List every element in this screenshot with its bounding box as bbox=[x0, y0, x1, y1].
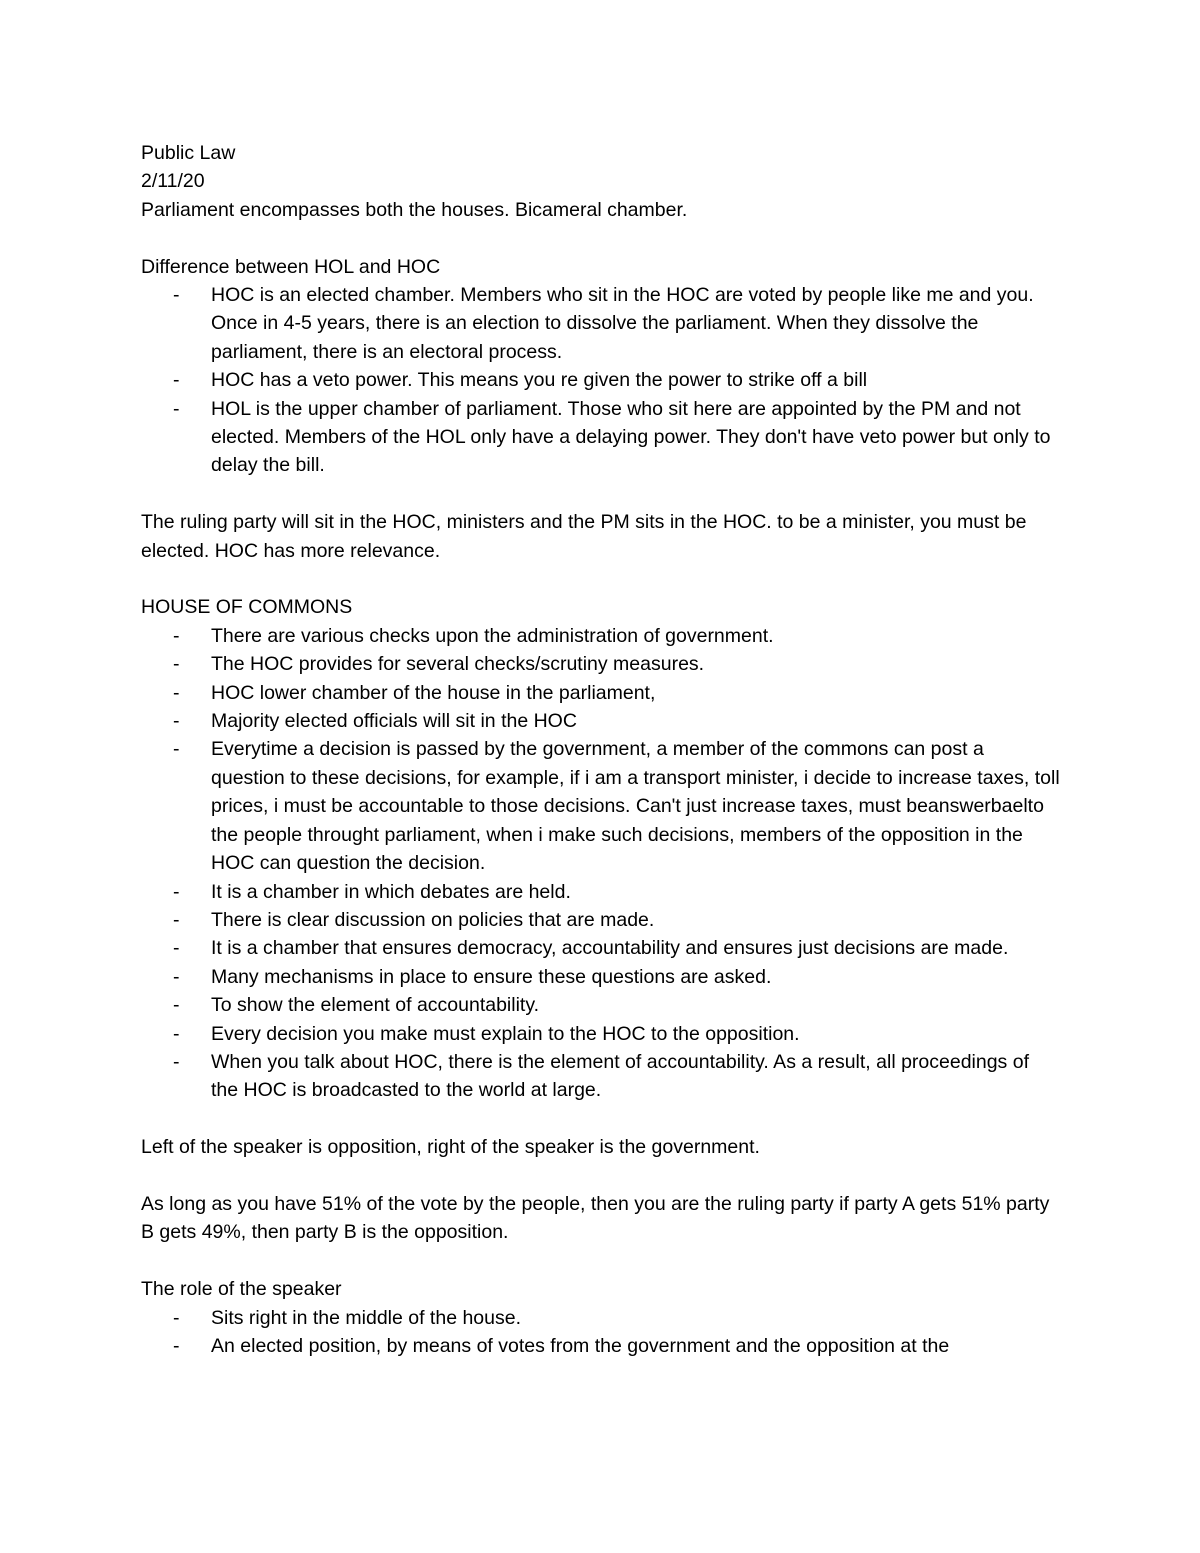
list-item-text: To show the element of accountability. bbox=[211, 994, 540, 1017]
commons-heading: HOUSE OF COMMONS bbox=[141, 596, 353, 619]
dash-bullet: - bbox=[173, 1334, 180, 1357]
list-item-text: The HOC provides for several checks/scrutiny measures. bbox=[211, 653, 705, 676]
majority-paragraph: As long as you have 51% of the vote by the people, then you are the ruling party if party A gets 51% party B gets 49%, then party B is the opposition. bbox=[141, 1192, 1055, 1244]
list-item-text: HOL is the upper chamber of parliament. Those who sit here are appointed by the PM and not elected. Members of the HOL only have a delaying power. They don't have veto power but only to delay the bill. bbox=[211, 397, 1051, 477]
dash-bullet: - bbox=[173, 965, 180, 988]
list-item-text: Every decision you make must explain to the HOC to the opposition. bbox=[211, 1022, 800, 1045]
list-item-text: Majority elected officials will sit in the HOC bbox=[211, 710, 577, 733]
spacer bbox=[141, 480, 1061, 508]
dash-bullet: - bbox=[173, 710, 180, 733]
spacer bbox=[141, 565, 1061, 593]
list-item-text: It is a chamber that ensures democracy, accountability and ensures just decisions are made. bbox=[211, 937, 1009, 960]
dash-bullet: - bbox=[173, 681, 180, 704]
list-item-text: HOC lower chamber of the house in the parliament, bbox=[211, 681, 656, 704]
list-item bbox=[141, 878, 1061, 906]
document-date: 2/11/20 bbox=[141, 170, 205, 193]
dash-bullet: - bbox=[173, 738, 180, 761]
list-item-text: When you talk about HOC, there is the element of accountability. As a result, all proceedings of the HOC is broadcasted to the world at large. bbox=[211, 1050, 1029, 1102]
list-item bbox=[141, 991, 1061, 1019]
list-item bbox=[141, 650, 1061, 678]
intro-paragraph: Parliament encompasses both the houses. Bicameral chamber. bbox=[141, 198, 688, 221]
list-item bbox=[141, 934, 1061, 962]
spacer bbox=[141, 1247, 1061, 1275]
dash-bullet: - bbox=[173, 880, 180, 903]
document-page bbox=[141, 139, 1061, 1360]
commons-list bbox=[141, 622, 1061, 1105]
dash-bullet: - bbox=[173, 624, 180, 647]
list-item-text: An elected position, by means of votes from the government and the opposition at the bbox=[211, 1334, 950, 1357]
list-item bbox=[141, 679, 1061, 707]
list-item bbox=[141, 1304, 1061, 1332]
dash-bullet: - bbox=[173, 397, 180, 420]
speaker-role-heading: The role of the speaker bbox=[141, 1278, 342, 1301]
speaker-role-list bbox=[141, 1304, 1061, 1361]
dash-bullet: - bbox=[173, 1306, 180, 1329]
list-item-text: It is a chamber in which debates are held. bbox=[211, 880, 571, 903]
dash-bullet: - bbox=[173, 653, 180, 676]
ruling-party-paragraph: The ruling party will sit in the HOC, ministers and the PM sits in the HOC. to be a minister, you must be elected. HOC has more relevance. bbox=[141, 511, 1032, 562]
list-item bbox=[141, 1020, 1061, 1048]
dash-bullet: - bbox=[173, 284, 180, 307]
dash-bullet: - bbox=[173, 1050, 180, 1073]
difference-list bbox=[141, 281, 1061, 480]
list-item-text: HOC has a veto power. This means you re given the power to strike off a bill bbox=[211, 369, 868, 392]
list-item-text: HOC is an elected chamber. Members who sit in the HOC are voted by people like me and you. Once in 4-5 years, there is an election to dissolve the parliament. When they dissolve the parliament, there is an electoral process. bbox=[211, 284, 1034, 363]
dash-bullet: - bbox=[173, 1022, 180, 1045]
dash-bullet: - bbox=[173, 369, 180, 392]
spacer bbox=[141, 1105, 1061, 1133]
list-item-text: Sits right in the middle of the house. bbox=[211, 1306, 522, 1329]
list-item-text: There are various checks upon the administration of government. bbox=[211, 624, 774, 647]
list-item-text: Everytime a decision is passed by the government, a member of the commons can post a question to these decisions, for example, if i am a transport minister, i decide to increase taxes, toll prices, i must be accountable to those decisions. Can't just increase taxes, must beanswerbaelto the people throught parliament, when i make such decisions, members of the opposition in the HOC can question the decision. bbox=[211, 738, 1060, 875]
list-item bbox=[141, 963, 1061, 991]
dash-bullet: - bbox=[173, 908, 180, 931]
document-title: Public Law bbox=[141, 142, 236, 164]
list-item bbox=[141, 281, 1061, 366]
list-item bbox=[141, 622, 1061, 650]
list-item-text: Many mechanisms in place to ensure these questions are asked. bbox=[211, 965, 772, 988]
spacer bbox=[141, 224, 1061, 252]
spacer bbox=[141, 1162, 1061, 1190]
list-item bbox=[141, 906, 1061, 934]
list-item bbox=[141, 1048, 1061, 1105]
dash-bullet: - bbox=[173, 937, 180, 960]
list-item bbox=[141, 735, 1061, 877]
difference-heading: Difference between HOL and HOC bbox=[141, 255, 441, 278]
dash-bullet: - bbox=[173, 994, 180, 1017]
list-item-text: There is clear discussion on policies that are made. bbox=[211, 908, 655, 931]
list-item bbox=[141, 1332, 1061, 1360]
list-item bbox=[141, 366, 1061, 394]
speaker-sides-paragraph: Left of the speaker is opposition, right of the speaker is the government. bbox=[141, 1136, 760, 1159]
list-item bbox=[141, 395, 1061, 480]
list-item bbox=[141, 707, 1061, 735]
